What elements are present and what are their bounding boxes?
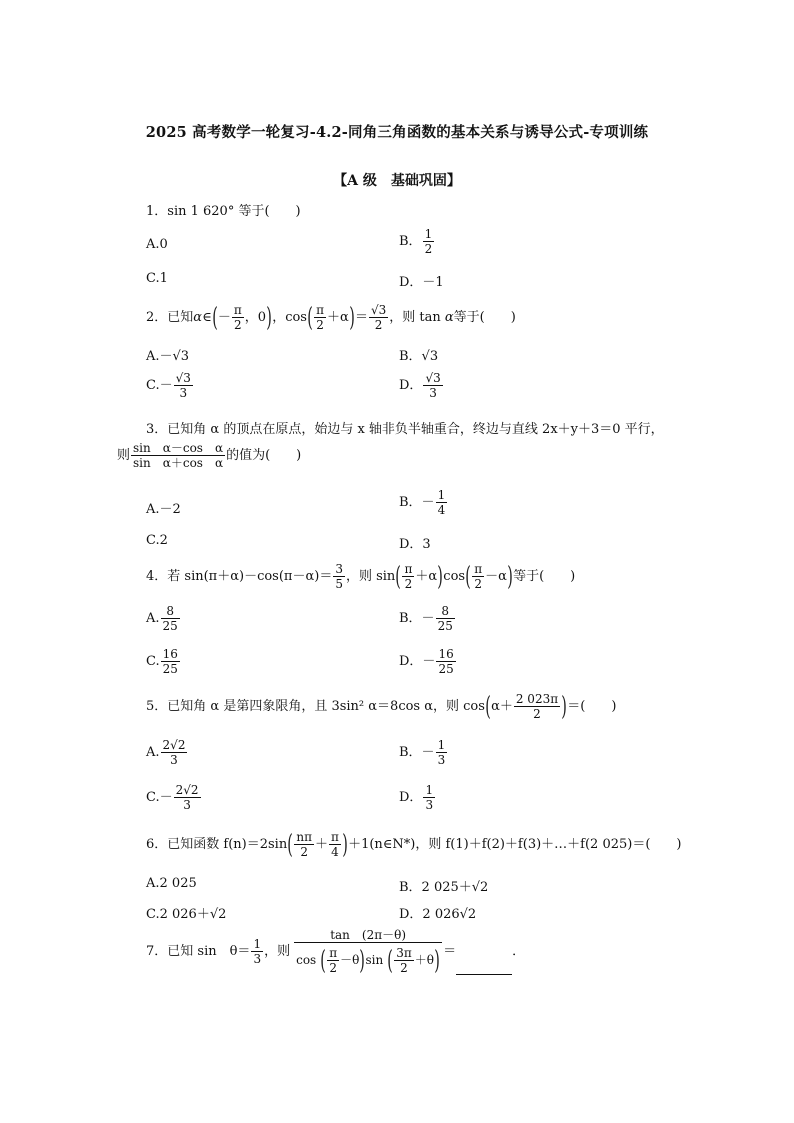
question-3-stem: 3．已知角 α 的顶点在原点，始边与 x 轴非负半轴重合，终边与直线 2x＋y＋3＝0 平行， <box>146 422 664 437</box>
q6-option-c: C.2 026＋√2 <box>146 907 227 922</box>
q2-option-b: B．√3 <box>399 349 439 364</box>
q5-option-a: A. $\frac{2√2}{3}$ <box>146 738 186 767</box>
q4-option-a: A. $\frac{8}{25}$ <box>146 604 178 633</box>
q4-option-c: C. $\frac{16}{25}$ <box>146 647 178 676</box>
q3-option-c: C.2 <box>146 533 168 548</box>
answer-blank[interactable] <box>456 962 512 975</box>
question-6-stem: 6．已知函数 f(n)＝2sin( $\frac{n\pi}{2}$ ＋ $\frac{\pi}{4}$ )＋1(n∈N*)，则 f(1)＋f(2)＋f(3)＋…＋f(2 025)＝( ) <box>146 829 682 860</box>
question-2-stem: 2．已知α∈(－ $\frac{\pi}{2}$ ，0)，cos( $\frac{\pi}{2}$ ＋α)＝ $\frac{√3}{2}$ ，则 tan α等于( ) <box>146 302 516 333</box>
q3-option-d: D．3 <box>399 537 431 552</box>
q1-option-a: A.0 <box>146 237 168 252</box>
q6-option-b: B．2 025＋√2 <box>399 880 489 895</box>
q4-option-d: D．－ $\frac{16}{25}$ <box>399 647 454 676</box>
question-7-stem: 7．已知 sin θ＝ $\frac{1}{3}$ ，则 tan (2π－θ) cos ( $\frac{\pi}{2}$ －θ)sin ( $\frac{3\pi}{2}$ ＋θ) ＝ ． <box>146 928 526 976</box>
page-title: 2025 高考数学一轮复习-4.2-同角三角函数的基本关系与诱导公式-专项训练 <box>145 124 649 141</box>
q3-option-a: A.－2 <box>146 502 181 517</box>
q5-option-d: D． $\frac{1}{3}$ <box>399 783 434 812</box>
q2-option-c: C.－ $\frac{√3}{3}$ <box>146 371 191 400</box>
question-1-stem: 1．sin 1 620° 等于( ) <box>146 204 301 219</box>
q5-option-c: C.－ $\frac{2√2}{3}$ <box>146 783 199 812</box>
q3-option-b: B．－ $\frac{1}{4}$ <box>399 488 446 517</box>
q6-option-d: D．2 026√2 <box>399 907 477 922</box>
q2-option-a: A.－√3 <box>146 349 190 364</box>
question-4-stem: 4．若 sin(π＋α)－cos(π－α)＝ $\frac{3}{5}$ ，则 sin( $\frac{\pi}{2}$ ＋α)cos( $\frac{\pi}{2}$ －α)等于( ) <box>146 561 576 592</box>
section-heading: 【A 级 基础巩固】 <box>333 173 461 189</box>
q1-option-c: C.1 <box>146 271 168 286</box>
q5-option-b: B．－ $\frac{1}{3}$ <box>399 738 446 767</box>
q4-option-b: B．－ $\frac{8}{25}$ <box>399 604 453 633</box>
q2-option-d: D． $\frac{√3}{3}$ <box>399 371 441 400</box>
q1-option-b: B． $\frac{1}{2}$ <box>399 227 433 256</box>
question-3-expression: 则 $\frac{\text{sin α－cos α}}{\text{sin α＋cos α}}$ 的值为( ) <box>117 441 302 470</box>
q6-option-a: A.2 025 <box>146 876 197 891</box>
question-5-stem: 5．已知角 α 是第四象限角，且 3sin² α＝8cos α，则 cos(α＋ $\frac{2 023\pi}{2}$ )＝( ) <box>146 691 617 722</box>
q1-option-d: D．－1 <box>399 275 444 290</box>
